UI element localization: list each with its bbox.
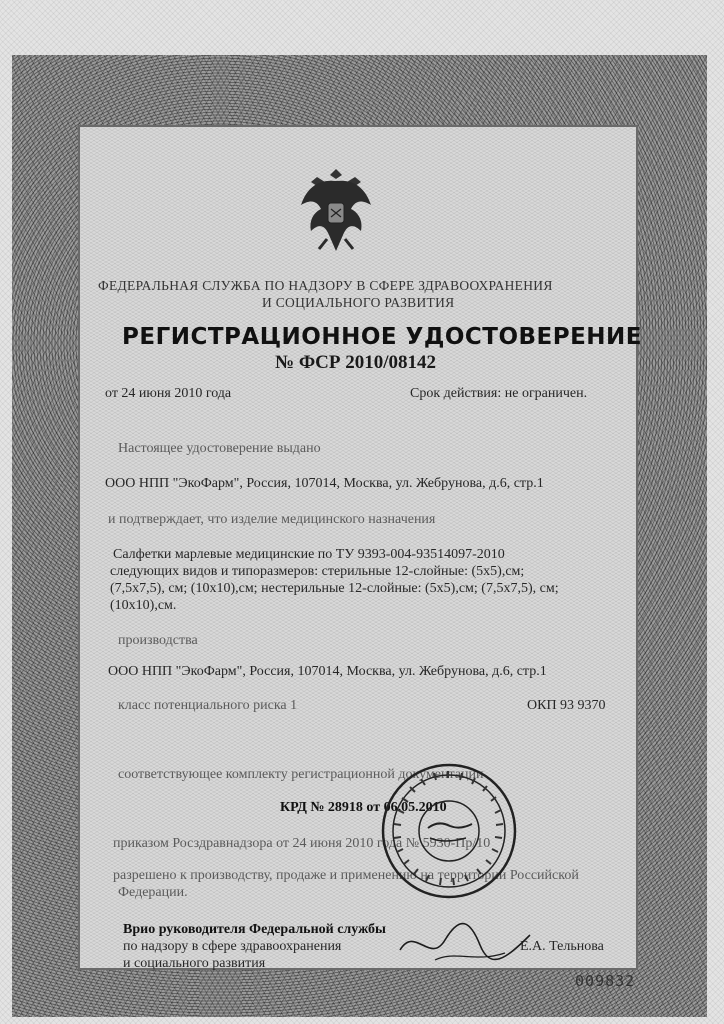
holder-name: ООО НПП "ЭкоФарм", Россия, 107014, Москва, ул. Жебрунова, д.6, стр.1: [105, 476, 544, 491]
issued-to-label: Настоящее удостоверение выдано: [118, 441, 321, 456]
agency-name-line2: И СОЦИАЛЬНОГО РАЗВИТИЯ: [262, 295, 455, 310]
signatory-position-line2: по надзору в сфере здравоохранения: [123, 939, 342, 954]
permission-line1: разрешено к производству, продаже и применению на территории Российской: [113, 868, 579, 883]
issue-date: от 24 июня 2010 года: [105, 386, 232, 401]
risk-class: класс потенциального риска 1: [118, 698, 298, 713]
official-seal-stamp: [378, 760, 520, 902]
permission-line2: Федерации.: [118, 885, 188, 900]
agency-name-line1: ФЕДЕРАЛЬНАЯ СЛУЖБА ПО НАДЗОРУ В СФЕРЕ ЗДРАВООХРАНЕНИЯ: [98, 278, 553, 293]
product-line-2: следующих видов и типоразмеров: стерильные 12-слойные: (5х5),см;: [110, 564, 525, 579]
document-title: РЕГИСТРАЦИОННОЕ УДОСТОВЕРЕНИЕ: [122, 324, 643, 350]
handwritten-signature: [395, 905, 535, 975]
signatory-position-line3: и социального развития: [123, 956, 266, 971]
serial-number: 009832: [575, 972, 636, 990]
produced-label: производства: [118, 633, 198, 648]
compliance-label: соответствующее комплекту регистрационной документации: [118, 767, 484, 782]
krd-number: КРД № 28918 от 06.05.2010: [280, 800, 447, 815]
order-reference: приказом Росздравнадзора от 24 июня 2010 года № 5930-Пр/10: [113, 836, 491, 851]
certificate-number: № ФСР 2010/08142: [275, 352, 437, 373]
signatory-position-line1: Врио руководителя Федеральной службы: [123, 922, 386, 937]
product-line-4: (10х10),см.: [110, 598, 177, 613]
product-line-1: Салфетки марлевые медицинские по ТУ 9393-004-93514097-2010: [113, 547, 505, 562]
product-line-3: (7,5х7,5), см; (10х10),см; нестерильные 12-слойные: (5х5),см; (7,5х7,5), см;: [110, 581, 559, 596]
manufacturer-name: ООО НПП "ЭкоФарм", Россия, 107014, Москва, ул. Жебрунова, д.6, стр.1: [108, 664, 547, 679]
confirms-label: и подтверждает, что изделие медицинского назначения: [108, 512, 436, 527]
signatory-name: Е.А. Тельнова: [520, 939, 604, 954]
okp-code: ОКП 93 9370: [527, 698, 606, 713]
coat-of-arms-emblem: [297, 165, 375, 257]
validity-term: Срок действия: не ограничен.: [410, 386, 588, 401]
